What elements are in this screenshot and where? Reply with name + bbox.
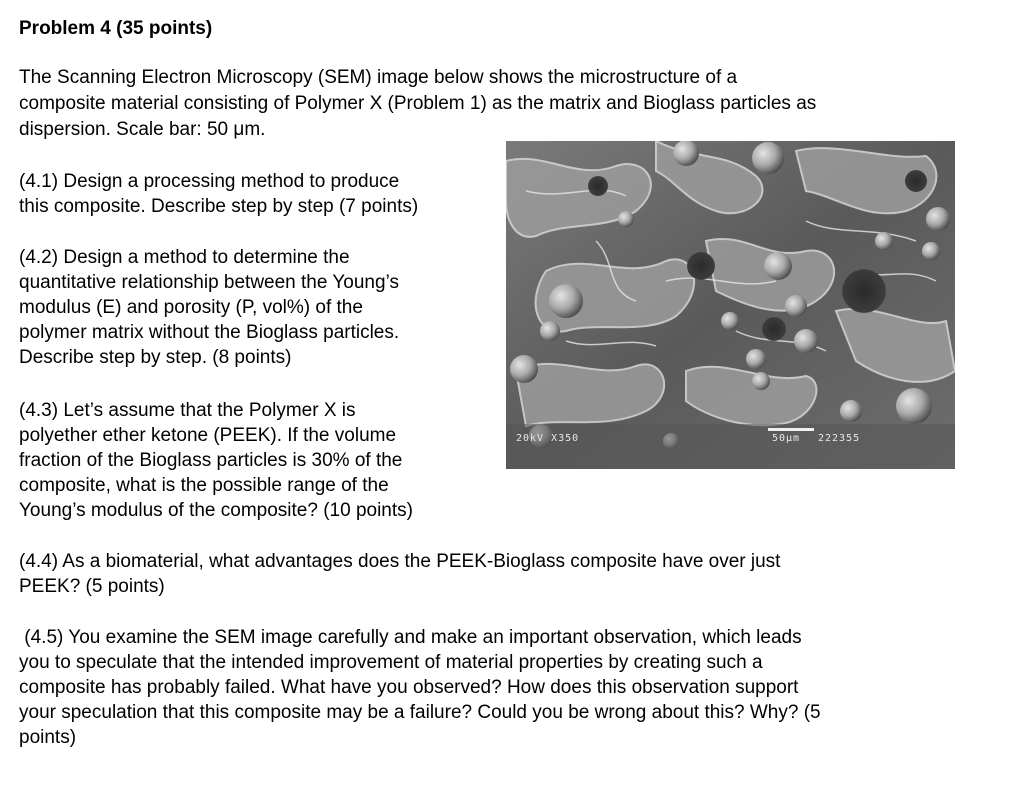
- question-line: points): [19, 727, 77, 748]
- question-line: polymer matrix without the Bioglass particles.: [19, 322, 400, 343]
- scale-bar: [768, 428, 814, 431]
- question-4-1: [19, 169, 499, 219]
- question-line: you to speculate that the intended improvement of material properties by creating such a: [19, 652, 763, 673]
- question-line: (4.4) As a biomaterial, what advantages does the PEEK-Bioglass composite have over just: [19, 551, 781, 572]
- question-line: (4.1) Design a processing method to produce: [19, 171, 400, 192]
- sem-magnification-label: 20kV X350: [516, 433, 580, 444]
- question-line: composite has probably failed. What have you observed? How does this observation support: [19, 677, 799, 698]
- intro-line: dispersion. Scale bar: 50 μm.: [19, 119, 266, 140]
- sem-image-id: 222355: [818, 433, 861, 444]
- question-line: your speculation that this composite may be a failure? Could you be wrong about this? Why? (5: [19, 702, 821, 723]
- question-line: quantitative relationship between the Young’s: [19, 272, 399, 293]
- question-line: fraction of the Bioglass particles is 30% of the: [19, 450, 403, 471]
- sem-micrograph: [506, 141, 955, 469]
- question-4-3: [19, 398, 499, 523]
- intro-line: composite material consisting of Polymer X (Problem 1) as the matrix and Bioglass particles as: [19, 93, 817, 114]
- question-line: (4.3) Let’s assume that the Polymer X is: [19, 400, 356, 421]
- problem-intro: [19, 65, 979, 143]
- intro-line: The Scanning Electron Microscopy (SEM) image below shows the microstructure of a: [19, 67, 738, 88]
- question-line: PEEK? (5 points): [19, 576, 165, 597]
- question-4-4: [19, 549, 979, 599]
- question-line: (4.5) You examine the SEM image carefully and make an important observation, which leads: [19, 627, 802, 648]
- problem-title: Problem 4 (35 points): [19, 18, 213, 39]
- question-line: Young’s modulus of the composite? (10 points): [19, 500, 413, 521]
- question-line: composite, what is the possible range of the: [19, 475, 389, 496]
- sem-micrograph-illustration: [506, 141, 955, 469]
- question-4-2: [19, 245, 499, 370]
- question-line: this composite. Describe step by step (7 points): [19, 196, 419, 217]
- question-4-5: [19, 625, 979, 750]
- question-line: (4.2) Design a method to determine the: [19, 247, 350, 268]
- question-line: polyether ether ketone (PEEK). If the volume: [19, 425, 397, 446]
- question-line: Describe step by step. (8 points): [19, 347, 292, 368]
- sem-scale-label: 50μm: [772, 433, 801, 444]
- question-line: modulus (E) and porosity (P, vol%) of the: [19, 297, 363, 318]
